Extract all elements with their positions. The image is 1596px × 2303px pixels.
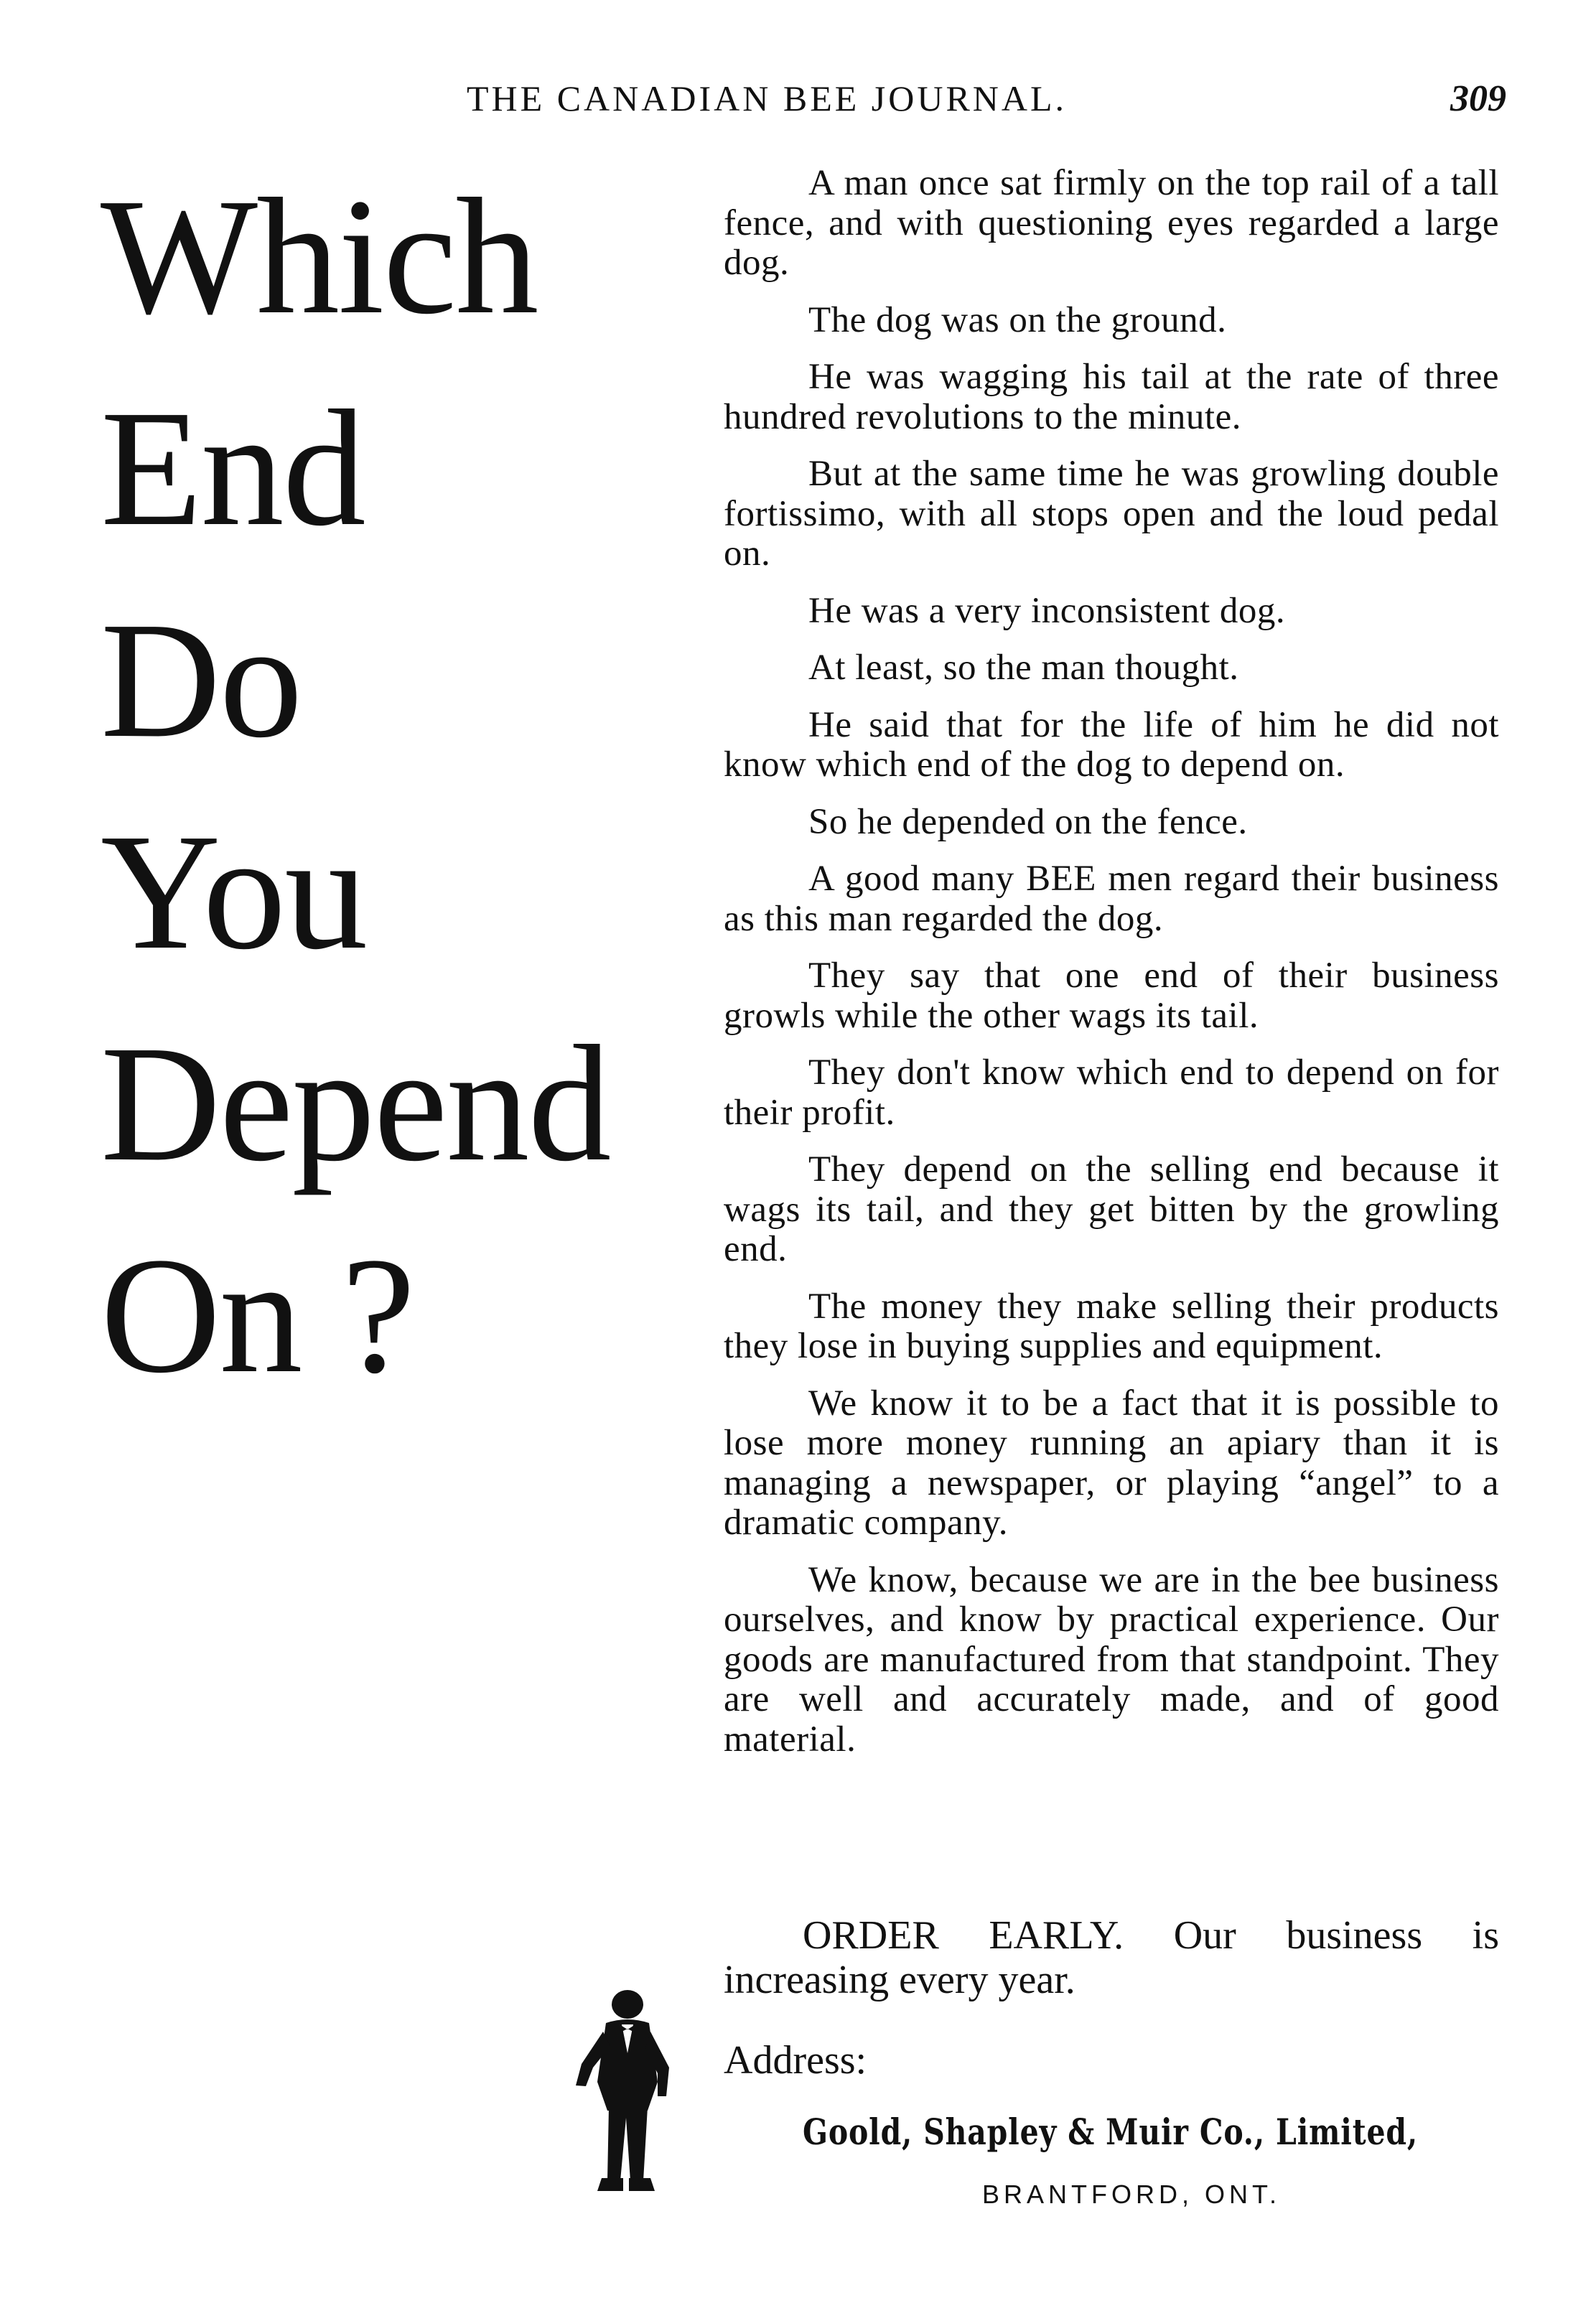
gentleman-figure-illustration: [561, 1989, 691, 2204]
running-head: [0, 78, 1596, 121]
company-name: Goold, Shapley & Muir Co., Limited,: [803, 2111, 1418, 2153]
company-city: BRANTFORD, ONT.: [982, 2180, 1282, 2209]
headline-word-depend: Depend: [101, 1012, 610, 1196]
address-label: Address:: [724, 2038, 867, 2083]
figure-head: [612, 1990, 643, 2019]
body-column: [724, 164, 1499, 1777]
headline-word-on: On ?: [101, 1223, 414, 1408]
body-paragraph: He was wagging his tail at the rate of three hundred revolutions to the minute.: [724, 357, 1499, 437]
body-paragraph: He said that for the life of him he did not know which end of the dog to depend on.: [724, 704, 1499, 785]
journal-title: THE CANADIAN BEE JOURNAL.: [467, 78, 1068, 118]
headline-word-do: Do: [101, 588, 302, 772]
headline: [101, 151, 696, 1421]
figure-legs: [607, 2107, 648, 2181]
body-paragraph: At least, so the man thought.: [808, 648, 1239, 688]
body-paragraph: They don't know which end to depend on for their profit.: [724, 1052, 1499, 1133]
closing-order: [724, 1913, 1499, 2002]
order-early-text: ORDER EARLY. Our business is increasing every year.: [724, 1913, 1499, 2002]
page-number: 309: [1450, 78, 1506, 119]
body-paragraph: They depend on the selling end because it wags its tail, and they get bitten by the growling end.: [724, 1149, 1499, 1269]
headline-word-end: End: [101, 376, 365, 561]
body-paragraph: The money they make selling their products they lose in buying supplies and equipment.: [724, 1286, 1499, 1366]
body-paragraph: The dog was on the ground.: [808, 299, 1227, 340]
body-paragraph: They say that one end of their business growls while the other wags its tail.: [724, 956, 1499, 1036]
body-paragraph: We know it to be a fact that it is possible to lose more money running an apiary than it is managing a newspaper, or playing “angel” to a dramatic company.: [724, 1383, 1499, 1543]
body-paragraph: But at the same time he was growling double fortissimo, with all stops open and the loud pedal on.: [724, 454, 1499, 574]
body-paragraph: So he depended on the fence.: [808, 801, 1248, 842]
headline-word-you: You: [101, 800, 367, 984]
figure-shoes: [597, 2178, 655, 2191]
body-paragraph: We know, because we are in the bee business ourselves, and know by practical experience. Our goods are manufactured from that standpoint. They are well and accurately made, and of good material.: [724, 1559, 1499, 1760]
body-paragraph: A good many BEE men regard their business as this man regarded the dog.: [724, 859, 1499, 939]
body-paragraph: A man once sat firmly on the top rail of a tall fence, and with questioning eyes regarded a large dog.: [724, 163, 1499, 283]
headline-word-which: Which: [101, 164, 538, 349]
body-paragraph: He was a very inconsistent dog.: [808, 590, 1286, 631]
